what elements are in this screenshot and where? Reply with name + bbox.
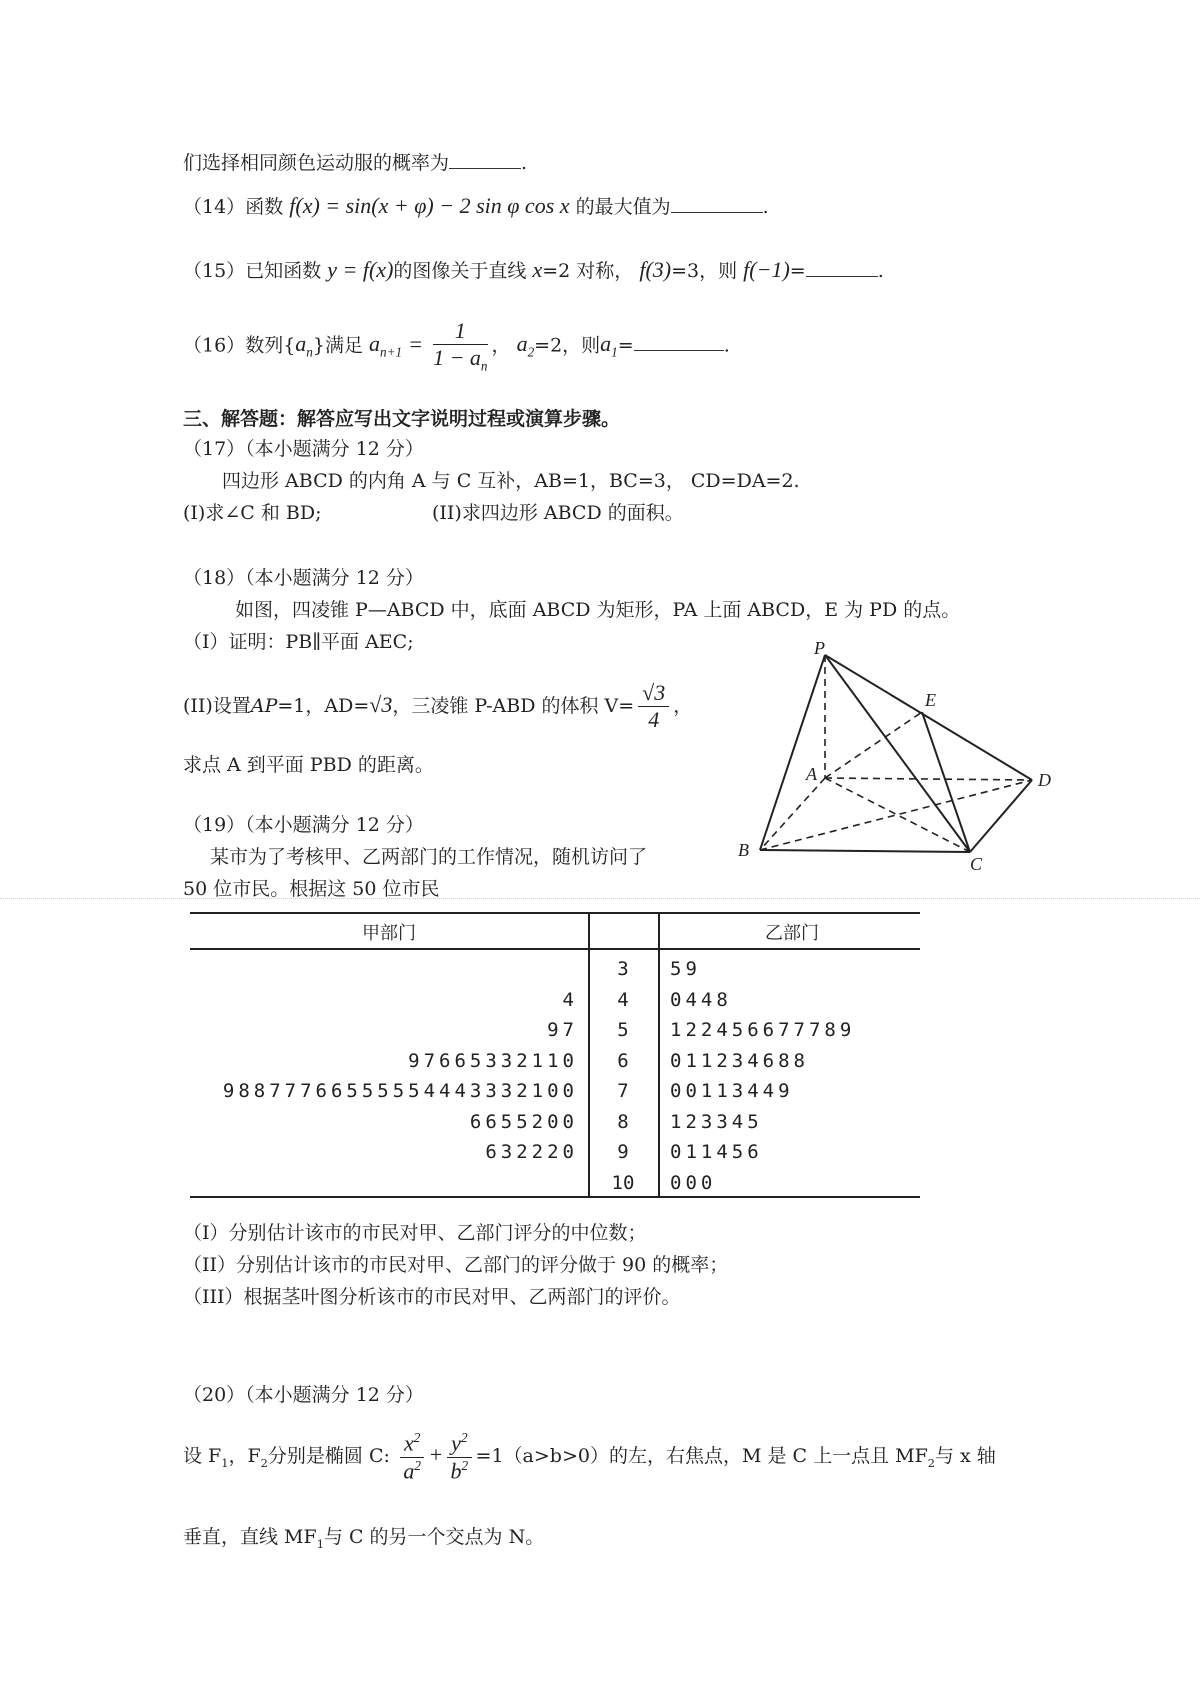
q19-body2: 50 位市民。根据这 50 位市民 [183,878,440,900]
header-left: 甲部门 [362,923,416,944]
q19-title: （19）（本小题满分 12 分） [183,814,424,836]
q17-body: 四边形 ABCD 的内角 A 与 C 互补，AB=1，BC=3， CD=DA=2. [222,470,800,492]
header-right: 乙部门 [765,923,819,944]
leaf-right: 000 [670,1171,717,1194]
stem-value: 3 [617,958,629,980]
q20-line1: 设 $F_1$，$F_2$分别是椭圆 C: $\frac{x^2}{a^2}$ + $\frac{y^2}{b^2}$ =1（a>b>0）的左，右焦点，M 是 C 上一点且 $MF_2$与 x 轴 [183,1430,996,1484]
leaf-right: 011456 [670,1141,763,1163]
label-c: C [970,854,983,870]
question-14: （14）函数 f(x) = sin(x + φ) − 2 sin φ cos x 的最大值为 . [183,193,769,218]
edge-pd [825,655,1032,780]
stem-value: 6 [617,1049,629,1072]
leaf-left: 4 [562,988,578,1011]
q17-part1: (I)求∠C 和 BD; [183,502,322,524]
label-p: P [814,640,825,658]
section-heading: 三、解答题：解答应写出文字说明过程或演算步骤。 [183,408,621,430]
leaf-right: 122456677789 [670,1019,856,1041]
q20-line2: 垂直，直线 $MF_1$与 C 的另一个交点为 N。 [183,1526,545,1551]
q18-part1: （I）证明：PB∥平面 AEC; [183,631,414,653]
leaf-left: 6655200 [469,1110,578,1133]
q18-body: 如图，四凌锥 P—ABCD 中，底面 ABCD 为矩形，PA 上面 ABCD，E 为 PD 的点。 [235,599,961,621]
q18-title: （18）（本小题满分 12 分） [183,567,424,589]
answer-blank[interactable] [634,331,724,351]
label-e: E [925,690,936,710]
ellipse-x-term: $\frac{x^2}{a^2}$ [400,1430,424,1484]
bottom-rule [190,1196,920,1198]
ellipse-y-term: $\frac{y^2}{b^2}$ [447,1430,471,1484]
stem-value: 9 [617,1141,629,1163]
q16-fraction: $\frac{1}{1 - a_n}$ [433,318,488,374]
leaf-right: 011234688 [670,1049,809,1072]
leaf-right: 0448 [670,988,732,1011]
q20-title: （20）（本小题满分 12 分） [183,1384,424,1406]
q17-part2: (II)求四边形 ABCD 的面积。 [432,502,684,524]
edge-bc [760,850,970,852]
answer-blank[interactable] [671,193,763,213]
edge-bd [760,780,1032,850]
q19-part3: （III）根据茎叶图分析该市的市民对甲、乙两部门的评价。 [183,1286,681,1308]
page-separator [0,898,1200,899]
label-d: D [1038,770,1051,790]
question-16: （16）数列$\{a_n\}$满足 $a_{n+1}$ = $\frac{1}{1 - a_n}$ ， $a_2=2$，则$a_1=$ . [183,318,730,374]
edge-ad [825,778,1032,780]
label-b: B [738,840,749,860]
edge-ec [922,712,970,852]
stem-value: 8 [617,1110,629,1133]
question-15: （15）已知函数 y = f(x)的图像关于直线 x=2 对称， f(3)=3，则 f(−1)= . [183,257,884,282]
edge-cd [970,780,1032,852]
continuation-line: 们选择相同颜色运动服的概率为 . [183,148,527,175]
pyramid-figure [730,640,1060,870]
leaf-left: 632220 [485,1141,578,1163]
leaf-right: 59 [670,958,701,980]
top-rule [190,912,920,914]
leaf-right: 123345 [670,1110,763,1133]
q18-part2-line2: 求点 A 到平面 PBD 的距离。 [183,754,434,776]
leaf-left: 98877766555554443332100 [222,1080,578,1102]
q19-part2: （II）分别估计该市的市民对甲、乙部门的评分做于 90 的概率； [183,1254,729,1276]
stem-value: 7 [617,1080,629,1102]
leaf-right: 00113449 [670,1080,794,1102]
leaf-left: 97 [547,1019,578,1041]
q17-title: （17）（本小题满分 12 分） [183,438,424,460]
stem-leaf-plot [190,912,920,1202]
q19-part1: （I）分别估计该市的市民对甲、乙部门评分的中位数； [183,1222,647,1244]
edge-ab [760,778,825,850]
stem-value: 5 [617,1019,629,1041]
q19-body1: 某市为了考核甲、乙两部门的工作情况，随机访问了 [210,846,648,868]
stem-divider-right [658,912,660,1198]
volume-fraction: $\frac{√3}{4}$ [638,680,669,734]
leaf-left: 97665332110 [408,1049,578,1072]
stem-value: 4 [617,988,629,1011]
q14-formula: f(x) = sin(x + φ) − 2 sin φ cos x [289,193,570,218]
answer-blank[interactable] [806,257,878,277]
header-rule [190,948,920,950]
stem-value: 10 [611,1171,635,1194]
edge-pb [760,655,825,850]
answer-blank[interactable] [449,149,521,169]
edge-pc [825,655,970,852]
q18-part2: (II)设置AP=1，AD=√3，三凌锥 P-ABD 的体积 V= $\frac{√3}{4}$ ， [183,680,693,733]
label-a: A [806,764,817,784]
